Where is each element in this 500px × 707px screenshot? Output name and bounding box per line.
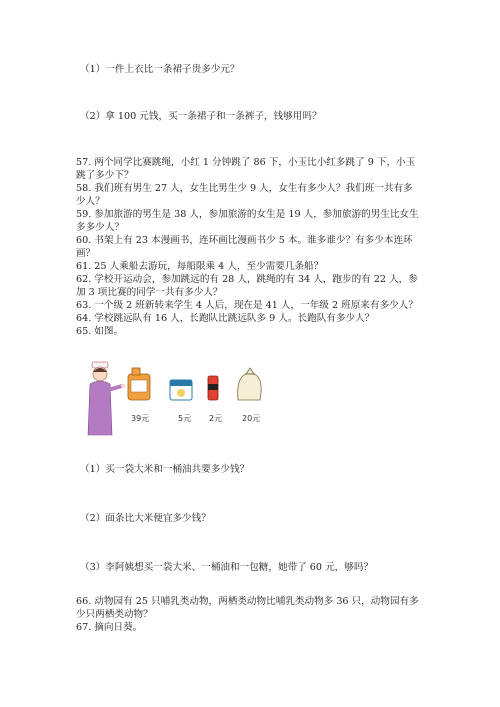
question-1: （1）一件上衣比一条裙子贵多少元？	[80, 64, 240, 75]
shopkeeper-figure	[88, 362, 125, 435]
sub-question-1: （1）买一袋大米和一桶油共要多少钱？	[80, 464, 250, 475]
problem-61: 61. 25 人乘船去游玩，每船限乘 4 人，至少需要几条船？	[76, 261, 324, 272]
problem-58-line-1: 58. 我们班有男生 27 人，女生比男生少 9 人，女生有多少人？我们班一共有多	[76, 183, 413, 194]
problem-60-line-1: 60. 书架上有 23 本漫画书，连环画比漫画书少 5 本。谁多谁少？有多少本连环	[76, 235, 413, 246]
shopping-illustration	[84, 360, 284, 440]
problem-58-line-2: 少人？	[76, 196, 105, 207]
problem-66-line-2: 少只两栖类动物？	[76, 609, 153, 620]
problem-64: 64. 学校跳远队有 16 人，长跑队比跳远队多 9 人。长跑队有多少人？	[76, 313, 375, 324]
sugar-price: 2元	[209, 414, 223, 423]
oil-price: 39元	[131, 414, 150, 423]
sugar-pack-icon	[208, 376, 218, 400]
problem-66-line-1: 66. 动物园有 25 只哺乳类动物，两栖类动物比哺乳类动物多 36 只，动物园有多	[76, 596, 419, 607]
noodles-price: 5元	[178, 414, 192, 423]
problem-62-line-1: 62. 学校开运动会，参加跳远的有 28 人，跳绳的有 34 人，跑步的有 22 人，参	[76, 274, 418, 285]
oil-bottle-icon	[128, 368, 150, 400]
problem-65: 65. 如图。	[76, 326, 124, 337]
problem-59-line-2: 多多少人？	[76, 222, 124, 233]
question-2: （2）拿 100 元钱，买一条裙子和一条裤子，钱够用吗？	[80, 111, 322, 122]
problem-67: 67. 摘向日葵。	[76, 622, 143, 633]
rice-price: 20元	[242, 414, 261, 423]
noodles-box-icon	[170, 380, 192, 400]
shopkeeper-and-goods-drawing	[84, 360, 284, 440]
problem-60-line-2: 画？	[76, 248, 96, 259]
problem-57-line-1: 57. 两个同学比赛跳绳，小红 1 分钟跳了 86 下，小玉比小红多跳了 9 下，小玉	[76, 157, 416, 168]
sub-question-3: （3）李阿姨想买一袋大米、一桶油和一包糖，她带了 60 元，够吗？	[80, 562, 374, 573]
sub-question-2: （2）面条比大米便宜多少钱？	[80, 513, 211, 524]
problem-59-line-1: 59. 参加旅游的男生是 38 人，参加旅游的女生是 19 人，参加旅游的男生比女生	[76, 209, 419, 220]
rice-bag-icon	[238, 368, 261, 400]
problem-62-line-2: 加 3 项比赛的同学一共有多少人？	[76, 287, 223, 298]
problem-57-line-2: 跳了多少下？	[76, 170, 134, 181]
problem-63: 63. 一个级 2 班新转来学生 4 人后，现在是 41 人，一年级 2 班原来有多少人？	[76, 300, 418, 311]
